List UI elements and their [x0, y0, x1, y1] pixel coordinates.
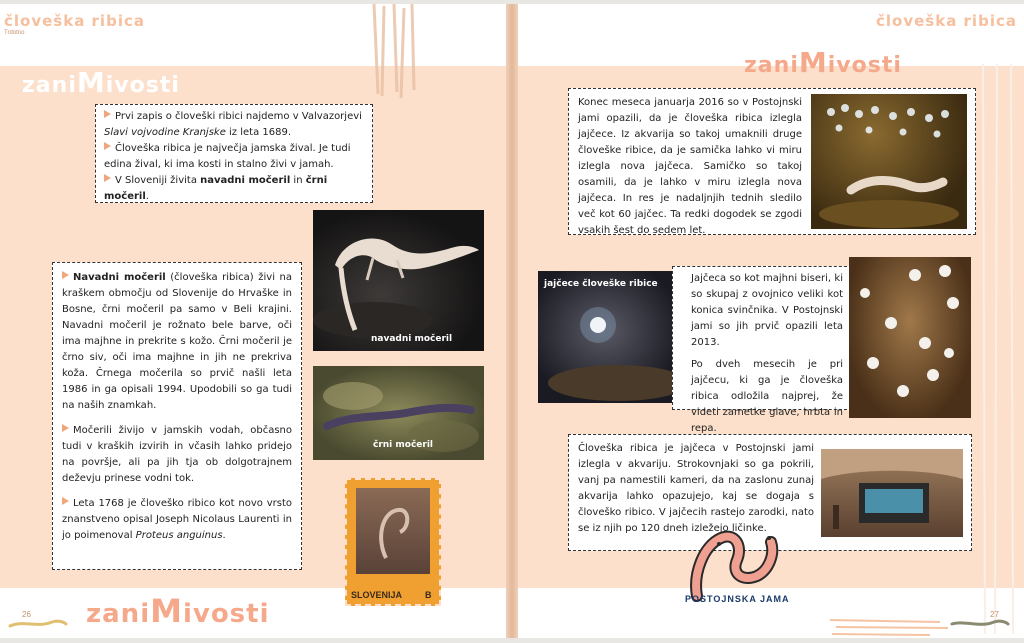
- egg-discovery-text: Konec meseca januarja 2016 so v Postojnski jami opazili, da je človeška ribica izlegla jajčece. Iz akvarija so takoj umaknili druge človeške ribice, da je samička lahko vi miru izlegla nova jajčeca. Samičko so takoj osamili, da je lahko v miru izlegla nova jajčeca. In res je nadaljnjih tednih sledilo več kot 60 jajčec. Ta redki dogodek se zgodi vsakih šest do sedem let.: [578, 97, 802, 236]
- left-header-sub: Trdotno: [4, 30, 25, 36]
- moceril-info-box: Navadni močeril (človeška ribica) živi na kraškem območju od Slovenije do Hrvaške in Bosne, črni močeril pa samo v Beli krajini. Navadni močeril je rožnato bele barve, oči ima majhne in prekrite s kožo. Črni močeril je črno siv, oči ima majhne in jih ne prekriva koža. Črnega močerila so prvič našli leta 1986 in ga opisali 1994. Upodobili so ga tudi na naših znamkah. Močerili živijo v jamskih vodah, občasno tudi v kraških izvirih in včasih lahko pridejo na površje, ali pa jih tja ob dolgotrajnem deževju prinese vodni tok. Leta 1768 je človeško ribico kot novo vrsto znanstveno opisal Joseph Nicolaus Laurenti in jo poimenoval Proteus anguinus.: [52, 262, 302, 570]
- egg-description-p2: Po dveh mesecih je pri jajčecu, ki ga je človeška ribica odložila najprej, že videti zametke glave, hrbta in repa.: [691, 359, 843, 434]
- photo-egg-closeup: [538, 271, 684, 403]
- bullet-icon: [104, 110, 111, 118]
- egg-cluster-illustration: [849, 257, 971, 418]
- zanimivosti-title-top-right: zaniMivosti: [744, 46, 902, 79]
- bullet-icon: [62, 271, 69, 279]
- stamp-olm-icon: [356, 488, 430, 574]
- intro-box: Prvi zapis o človeški ribici najdemo v Valvazorjevi Slavi vojvodine Kranjske iz leta 1689. Človeška ribica je največja jamska žival. Je tudi edina žival, ki ima kosti in stalno živi v jamah. V Sloveniji živita navadni močeril in črni močeril.: [95, 104, 373, 203]
- photo-eggs-cluster: [849, 257, 971, 418]
- book-gutter: [506, 4, 518, 638]
- zanimivosti-title-top-left: zaniMivosti: [22, 66, 180, 99]
- egg-discovery-box: [568, 88, 976, 235]
- olm-footer-icon-left: [8, 616, 68, 632]
- egg-description-p1: Jajčeca so kot majhni biseri, ki so skupaj z ovojnico veliki kot konica svinčnika. V Postojnski jami so jih prvič opazili leta 2013.: [691, 273, 843, 348]
- brush-stripes-top: [368, 4, 418, 100]
- stamp-country: SLOVENIJA: [351, 590, 403, 600]
- bullet-icon: [62, 424, 69, 432]
- bullet-icon: [104, 142, 111, 150]
- egg-description-box: [672, 266, 852, 434]
- caption-crni-moceril: črni močeril: [373, 440, 434, 450]
- stamp-value: B: [425, 590, 432, 600]
- page-number-right: 27: [990, 610, 999, 619]
- postojnska-jama-label: POSTOJNSKA JAMA: [685, 594, 790, 604]
- bullet-icon: [62, 497, 69, 505]
- caption-navadni-moceril: navadni močeril: [371, 334, 453, 344]
- right-edge-stripes: [975, 64, 1020, 638]
- right-header-title: človeška ribica: [876, 12, 1017, 30]
- left-header-title: človeška ribica: [4, 12, 145, 30]
- postojnska-jama-mascot: [683, 524, 795, 616]
- photo-navadni-moceril: [313, 210, 484, 351]
- bottom-right-stripes: [830, 616, 950, 638]
- eggs-illustration: [811, 94, 967, 229]
- zanimivosti-title-bottom: zaniMivosti: [86, 592, 270, 630]
- photo-aquarium-cave: [821, 449, 963, 537]
- olm-illustration: [313, 210, 484, 351]
- photo-aquarium-eggs: [811, 94, 967, 229]
- aquarium-illustration: [821, 449, 963, 537]
- book-spread: [0, 4, 1024, 638]
- olm-mascot-icon: [683, 524, 795, 604]
- aquarium-camera-text: Človeška ribica je jajčeca v Postojnski jami izlegla v akvariju. Strokovnjaki so ga pokrili, vanj pa namestili kameri, da na zaslonu zunaj akvarija lahko opazujejo, kaj se dogaja s človeško ribico. V jajčecih rastejo zarodki, nato se iz njih po 120 dneh izležejo ličinke.: [578, 443, 814, 534]
- page-number-left: 26: [22, 610, 31, 619]
- olm-footer-icon-right: [950, 616, 1010, 632]
- caption-egg: jajčece človeške ribice: [544, 279, 658, 289]
- bullet-icon: [104, 174, 111, 182]
- postage-stamp: [345, 478, 441, 606]
- stamp-picture: [356, 488, 430, 574]
- single-egg-illustration: [538, 271, 684, 403]
- photo-crni-moceril: [313, 366, 484, 460]
